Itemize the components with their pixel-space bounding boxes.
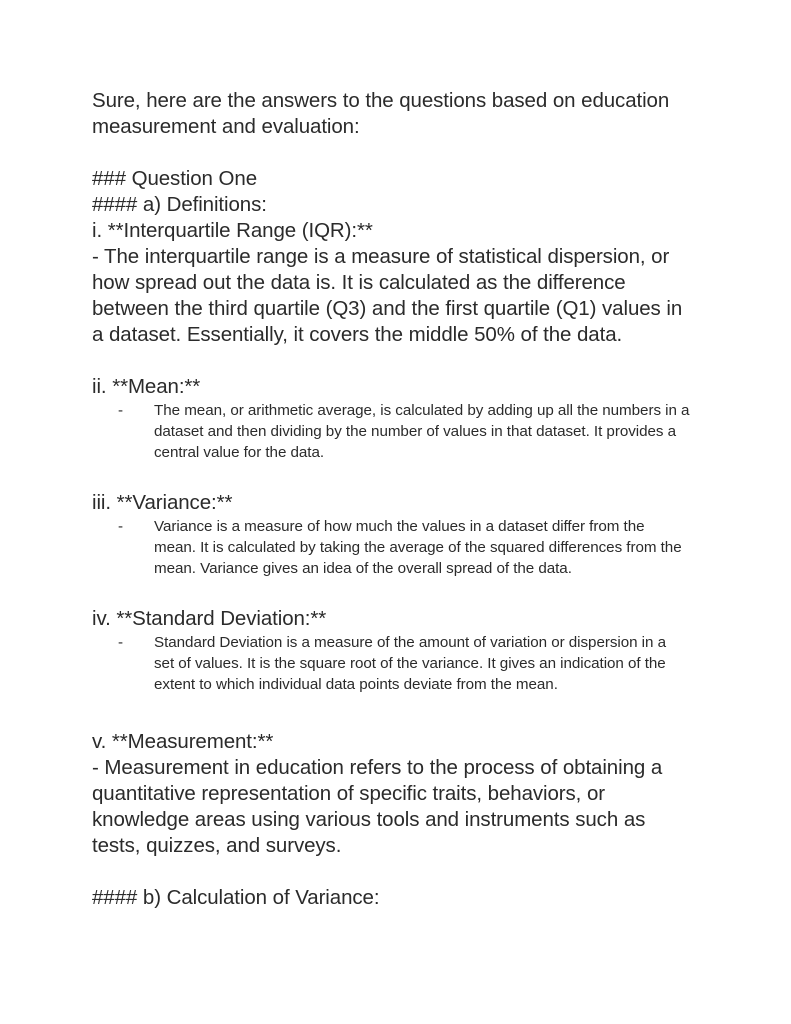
mean-bullet-line-1: The mean, or arithmetic average, is calculated by adding up all the numbers in a bbox=[154, 402, 690, 419]
variance-bullet-line-2: mean. It is calculated by taking the average of the squared differences from the bbox=[154, 539, 682, 556]
dash-bullet-icon: - bbox=[118, 402, 124, 419]
standard-deviation-bullet-line-1: Standard Deviation is a measure of the amount of variation or dispersion in a bbox=[154, 634, 666, 651]
measurement-body bbox=[92, 755, 692, 859]
definitions-heading: #### a) Definitions: bbox=[92, 193, 267, 216]
dash-bullet-icon: - bbox=[118, 634, 124, 651]
measurement-body-line-2: quantitative representation of specific traits, behaviors, or bbox=[92, 782, 605, 805]
list-item bbox=[92, 400, 692, 463]
measurement-heading: v. **Measurement:** bbox=[92, 730, 274, 753]
standard-deviation-bullet-line-2: set of values. It is the square root of the variance. It gives an indication of the bbox=[154, 655, 666, 672]
iqr-heading: i. **Interquartile Range (IQR):** bbox=[92, 219, 373, 242]
iqr-body-line-3: between the third quartile (Q3) and the first quartile (Q1) values in bbox=[92, 297, 683, 320]
intro-line-2: measurement and evaluation: bbox=[92, 115, 360, 138]
spacer-after-variance bbox=[92, 579, 692, 606]
mean-heading: ii. **Mean:** bbox=[92, 375, 201, 398]
standard-deviation-bullet-text bbox=[145, 632, 692, 695]
measurement-body-line-1: - Measurement in education refers to the process of obtaining a bbox=[92, 756, 663, 779]
intro-line-1: Sure, here are the answers to the questions based on education bbox=[92, 89, 670, 112]
spacer-after-measurement bbox=[92, 859, 692, 885]
measurement-body-line-4: tests, quizzes, and surveys. bbox=[92, 834, 342, 857]
question-one-heading: ### Question One bbox=[92, 167, 257, 190]
variance-bullet-line-1: Variance is a measure of how much the values in a dataset differ from the bbox=[154, 518, 645, 535]
variance-bullet-line-3: mean. Variance gives an idea of the overall spread of the data. bbox=[154, 560, 572, 577]
mean-sub-list bbox=[92, 400, 692, 463]
variance-heading: iii. **Variance:** bbox=[92, 491, 233, 514]
mean-bullet-line-2: dataset and then dividing by the number of values in that dataset. It provides a bbox=[154, 423, 676, 440]
document-body bbox=[92, 88, 692, 911]
list-item bbox=[92, 516, 692, 579]
iqr-body-line-1: - The interquartile range is a measure of statistical dispersion, or bbox=[92, 245, 670, 268]
spacer-after-mean bbox=[92, 463, 692, 490]
variance-bullet-text bbox=[145, 516, 692, 579]
mean-bullet-line-3: central value for the data. bbox=[154, 444, 325, 461]
list-item bbox=[92, 632, 692, 695]
standard-deviation-bullet-line-3: extent to which individual data points deviate from the mean. bbox=[154, 676, 558, 693]
iqr-body bbox=[92, 244, 692, 348]
calculation-of-variance-heading: #### b) Calculation of Variance: bbox=[92, 886, 380, 909]
intro-paragraph bbox=[92, 88, 692, 140]
mean-bullet-text bbox=[145, 400, 692, 463]
standard-deviation-heading: iv. **Standard Deviation:** bbox=[92, 607, 327, 630]
spacer-extra bbox=[92, 722, 692, 729]
iqr-body-line-2: how spread out the data is. It is calculated as the difference bbox=[92, 271, 626, 294]
variance-sub-list bbox=[92, 516, 692, 579]
spacer-after-intro bbox=[92, 140, 692, 166]
dash-bullet-icon: - bbox=[118, 518, 124, 535]
measurement-body-line-3: knowledge areas using various tools and instruments such as bbox=[92, 808, 646, 831]
iqr-body-line-4: a dataset. Essentially, it covers the middle 50% of the data. bbox=[92, 323, 623, 346]
spacer-after-standard-deviation bbox=[92, 695, 692, 722]
standard-deviation-sub-list bbox=[92, 632, 692, 695]
spacer-after-iqr bbox=[92, 348, 692, 374]
